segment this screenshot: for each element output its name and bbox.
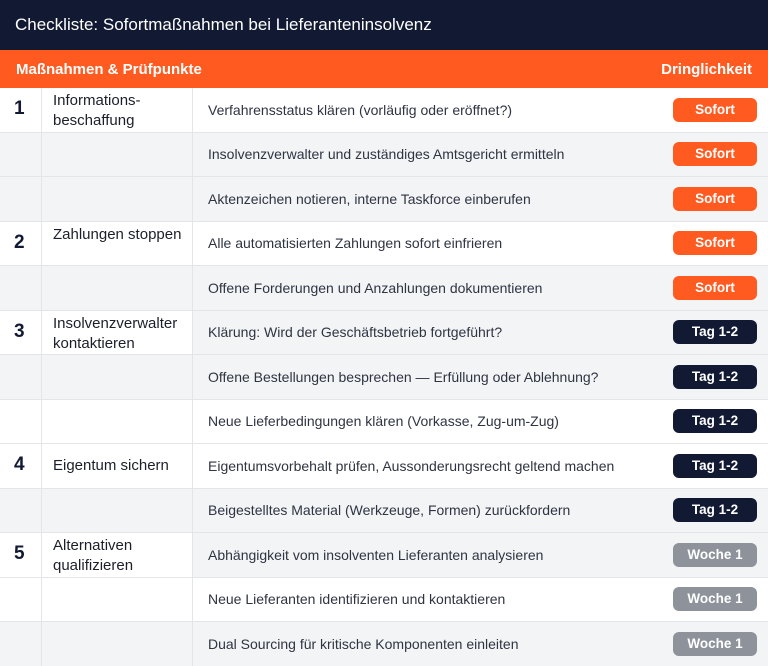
priority-cell: [654, 222, 768, 266]
group-number: 5: [0, 533, 42, 577]
table-row: [0, 133, 768, 178]
table-row: [0, 533, 768, 578]
group-label: Insolvenzverwalter kontaktieren: [42, 311, 193, 355]
task-text: Eigentumsvorbehalt prüfen, Aussonderungsrecht geltend machen: [208, 457, 615, 474]
table-row: [0, 222, 768, 267]
priority-badge: Tag 1-2: [673, 454, 757, 478]
group-number: 4: [0, 444, 42, 488]
checklist-table: [0, 88, 768, 666]
table-row: [0, 88, 768, 133]
group-label: [42, 266, 193, 310]
group-label: [42, 622, 193, 666]
priority-cell: [654, 88, 768, 132]
task-text: Offene Bestellungen besprechen — Erfüllung oder Ablehnung?: [208, 368, 599, 385]
priority-cell: [654, 578, 768, 622]
task-text: Klärung: Wird der Geschäftsbetrieb fortgeführt?: [208, 324, 503, 341]
priority-badge: Tag 1-2: [673, 498, 757, 522]
priority-badge: Sofort: [673, 98, 757, 122]
group-label: Eigentum sichern: [42, 444, 193, 488]
priority-badge: Woche 1: [673, 543, 757, 567]
group-label: [42, 177, 193, 221]
group-number: [0, 266, 42, 310]
priority-cell: [654, 133, 768, 177]
group-label: [42, 355, 193, 399]
table-row: [0, 311, 768, 356]
task-text: Offene Forderungen und Anzahlungen dokumentieren: [208, 279, 543, 296]
priority-cell: [654, 355, 768, 399]
priority-cell: [654, 533, 768, 577]
priority-badge: Tag 1-2: [673, 409, 757, 433]
table-row: [0, 444, 768, 489]
group-number: [0, 489, 42, 533]
group-label: [42, 489, 193, 533]
table-row: [0, 355, 768, 400]
priority-cell: [654, 489, 768, 533]
priority-badge: Sofort: [673, 231, 757, 255]
priority-cell: [654, 444, 768, 488]
priority-cell: [654, 311, 768, 355]
group-number: [0, 400, 42, 444]
priority-badge: Sofort: [673, 142, 757, 166]
group-number: [0, 578, 42, 622]
task-text: Insolvenzverwalter und zuständiges Amtsgericht ermitteln: [208, 146, 565, 163]
task-text: Verfahrensstatus klären (vorläufig oder eröffnet?): [208, 101, 513, 118]
task-text: Neue Lieferbedingungen klären (Vorkasse, Zug-um-Zug): [208, 413, 559, 430]
table-row: [0, 489, 768, 534]
group-number: 2: [0, 222, 42, 266]
priority-badge: Woche 1: [673, 587, 757, 611]
group-number: [0, 622, 42, 666]
group-label: [42, 133, 193, 177]
priority-cell: [654, 400, 768, 444]
task-text: Neue Lieferanten identifizieren und kontaktieren: [208, 591, 506, 608]
page-title: Checkliste: Sofortmaßnahmen bei Lieferanteninsolvenz: [15, 15, 432, 34]
priority-badge: Sofort: [673, 187, 757, 211]
priority-badge: Woche 1: [673, 632, 757, 656]
priority-badge: Tag 1-2: [673, 365, 757, 389]
table-row: [0, 578, 768, 623]
page-title-bar: [0, 0, 768, 50]
group-number: [0, 177, 42, 221]
group-number: [0, 133, 42, 177]
task-text: Aktenzeichen notieren, interne Taskforce einberufen: [208, 190, 531, 207]
table-row: [0, 400, 768, 445]
table-row: [0, 266, 768, 311]
header-urgency-label: Dringlichkeit: [661, 60, 752, 78]
group-label: Zahlungen stoppen: [42, 222, 193, 266]
priority-cell: [654, 266, 768, 310]
priority-cell: [654, 622, 768, 666]
group-label: Alternativen qualifizieren: [42, 533, 193, 577]
task-text: Dual Sourcing für kritische Komponenten einleiten: [208, 635, 519, 652]
table-header: [0, 50, 768, 88]
group-number: 1: [0, 88, 42, 132]
group-number: [0, 355, 42, 399]
group-label: [42, 400, 193, 444]
priority-badge: Sofort: [673, 276, 757, 300]
group-number: 3: [0, 311, 42, 355]
table-row: [0, 622, 768, 666]
priority-cell: [654, 177, 768, 221]
group-label: Informations-beschaffung: [42, 88, 193, 132]
table-row: [0, 177, 768, 222]
header-measures-label: Maßnahmen & Prüfpunkte: [16, 60, 202, 78]
priority-badge: Tag 1-2: [673, 320, 757, 344]
task-text: Alle automatisierten Zahlungen sofort einfrieren: [208, 235, 503, 252]
group-label: [42, 578, 193, 622]
task-text: Beigestelltes Material (Werkzeuge, Formen) zurückfordern: [208, 502, 571, 519]
task-text: Abhängigkeit vom insolventen Lieferanten analysieren: [208, 546, 544, 563]
